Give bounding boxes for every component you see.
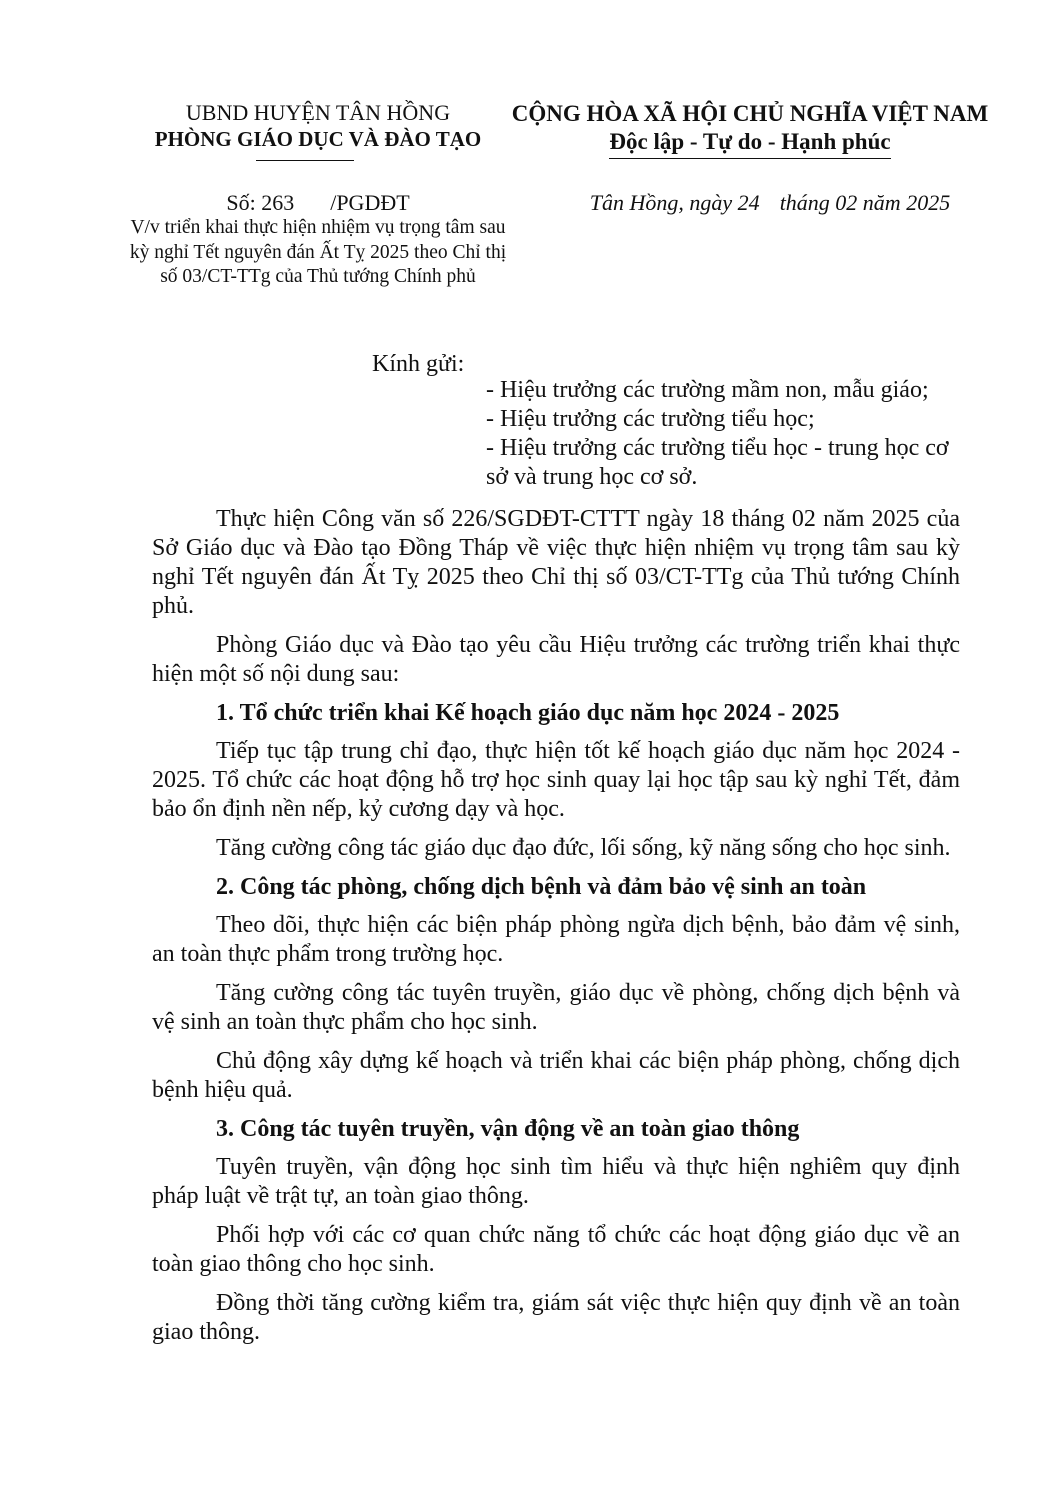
document-header [0, 100, 1061, 168]
recipients-label: Kính gửi: [372, 351, 465, 377]
date-prefix: Tân Hồng, ngày 24 [589, 190, 760, 215]
section-paragraph: Đồng thời tăng cường kiểm tra, giám sát việc thực hiện quy định về an toàn giao thông. [152, 1290, 960, 1345]
section-heading: 2. Công tác phòng, chống dịch bệnh và đảm bảo vệ sinh an toàn [216, 874, 867, 900]
intro-paragraph: Thực hiện Công văn số 226/SGDĐT-CTTT ngày 18 tháng 02 năm 2025 của Sở Giáo dục và Đào tạo Đồng Tháp về việc thực hiện nhiệm vụ trọng tâm sau kỳ nghỉ Tết nguyên đán Ất Tỵ 2025 theo Chỉ thị số 03/CT-TTg của Thủ tướng Chính phủ. [152, 506, 960, 619]
request-paragraph: Phòng Giáo dục và Đào tạo yêu cầu Hiệu trưởng các trường triển khai thực hiện một số nội dung sau: [152, 632, 960, 687]
document-date [540, 190, 1000, 216]
agency-parent: UBND HUYỆN TÂN HỒNG [185, 100, 451, 125]
section-paragraph: Tuyên truyền, vận động học sinh tìm hiểu và thực hiện nghiêm quy định pháp luật về trật tự, an toàn giao thông. [152, 1154, 960, 1209]
document-subject: V/v triển khai thực hiện nhiệm vụ trọng tâm sau kỳ nghỉ Tết nguyên đán Ất Tỵ 2025 theo Chỉ thị số 03/CT-TTg của Thủ tướng Chính phủ [129, 217, 507, 287]
issuing-agency [108, 100, 528, 152]
section-paragraph: Tăng cường công tác giáo dục đạo đức, lối sống, kỹ năng sống cho học sinh. [216, 835, 951, 861]
recipients-list [486, 376, 964, 492]
section-paragraph: Phối hợp với các cơ quan chức năng tổ chức các hoạt động giáo dục về an toàn giao thông cho học sinh. [152, 1222, 960, 1277]
section-heading: 3. Công tác tuyên truyền, vận động về an toàn giao thông [216, 1116, 800, 1142]
number-suffix: /PGDĐT [330, 190, 410, 215]
section-paragraph: Tiếp tục tập trung chỉ đạo, thực hiện tốt kế hoạch giáo dục năm học 2024 - 2025. Tổ chức các hoạt động hỗ trợ học sinh quay lại học tập sau kỳ nghỉ Tết, đảm bảo ổn định nền nếp, kỷ cương dạy và học. [152, 738, 960, 822]
number-label: Số: [226, 190, 256, 215]
document-body [152, 505, 960, 1357]
document-number [108, 190, 528, 216]
agency-name: PHÒNG GIÁO DỤC VÀ ĐÀO TẠO [154, 127, 482, 151]
national-title [480, 100, 1020, 159]
section-paragraph: Theo dõi, thực hiện các biện pháp phòng ngừa dịch bệnh, bảo đảm vệ sinh, an toàn thực phẩm trong trường học. [152, 912, 960, 967]
section-heading: 1. Tổ chức triển khai Kế hoạch giáo dục năm học 2024 - 2025 [216, 700, 840, 726]
number-value: 263 [261, 190, 295, 215]
nation-name: CỘNG HÒA XÃ HỘI CHỦ NGHĨA VIỆT NAM [511, 101, 989, 126]
section-paragraph: Chủ động xây dựng kế hoạch và triển khai các biện pháp phòng, chống dịch bệnh hiệu quả. [152, 1048, 960, 1103]
national-motto: Độc lập - Tự do - Hạnh phúc [609, 128, 890, 159]
date-suffix: tháng 02 năm 2025 [779, 190, 951, 215]
recipient-item: - Hiệu trưởng các trường tiểu học; [486, 406, 815, 432]
recipient-item: - Hiệu trưởng các trường tiểu học - trung học cơ sở và trung học cơ sở. [486, 435, 949, 490]
section-paragraph: Tăng cường công tác tuyên truyền, giáo dục về phòng, chống dịch bệnh và vệ sinh an toàn thực phẩm cho học sinh. [152, 980, 960, 1035]
agency-underline [256, 160, 354, 161]
recipient-item: - Hiệu trưởng các trường mầm non, mẫu giáo; [486, 377, 929, 403]
